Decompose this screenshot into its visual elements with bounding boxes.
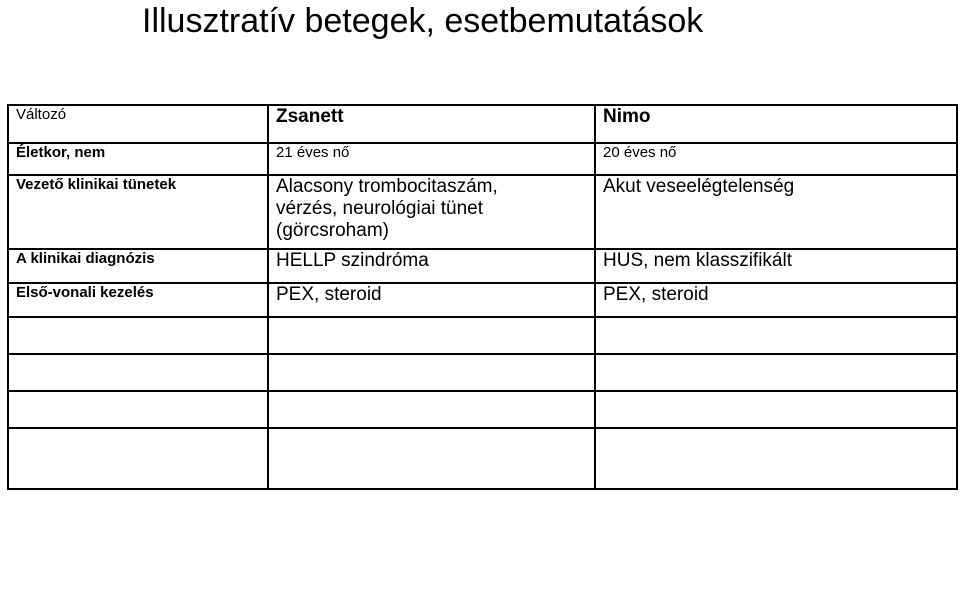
empty-row (8, 428, 957, 489)
empty-row (8, 354, 957, 391)
symptom-line: (görcsroham) (276, 220, 389, 241)
empty-cell (268, 354, 595, 391)
header-cell-nimo: Nimo (595, 105, 957, 143)
table-row (8, 249, 957, 283)
empty-cell (8, 428, 268, 489)
empty-cell (268, 317, 595, 354)
empty-cell (595, 317, 957, 354)
cell-nimo-symptoms: Akut veseelégtelenség (595, 175, 957, 249)
empty-cell (268, 428, 595, 489)
empty-cell (595, 428, 957, 489)
slide-title: Illusztratív betegek, esetbemutatások (142, 2, 704, 40)
cell-nimo-age-sex: 20 éves nő (595, 143, 957, 175)
cell-zsanett-diagnosis: HELLP szindróma (268, 249, 595, 283)
cell-zsanett-symptoms (268, 175, 595, 249)
empty-cell (268, 391, 595, 428)
empty-row (8, 317, 957, 354)
table-row (8, 143, 957, 175)
empty-cell (8, 391, 268, 428)
case-table (7, 104, 958, 490)
row-label-treatment: Első-vonali kezelés (8, 283, 268, 317)
table-row (8, 175, 957, 249)
cell-zsanett-age-sex: 21 éves nő (268, 143, 595, 175)
symptom-line: Alacsony trombocitaszám, (276, 176, 498, 197)
row-label-symptoms: Vezető klinikai tünetek (8, 175, 268, 249)
empty-cell (595, 391, 957, 428)
cell-zsanett-treatment: PEX, steroid (268, 283, 595, 317)
cell-nimo-treatment: PEX, steroid (595, 283, 957, 317)
table-header-row (8, 105, 957, 143)
empty-row (8, 391, 957, 428)
empty-cell (8, 317, 268, 354)
row-label-diagnosis: A klinikai diagnózis (8, 249, 268, 283)
cell-nimo-diagnosis: HUS, nem klasszifikált (595, 249, 957, 283)
header-cell-variable: Változó (8, 105, 268, 143)
header-cell-zsanett: Zsanett (268, 105, 595, 143)
table-row (8, 283, 957, 317)
empty-cell (595, 354, 957, 391)
symptom-line: vérzés, neurológiai tünet (276, 198, 484, 219)
row-label-age-sex: Életkor, nem (8, 143, 268, 175)
empty-cell (8, 354, 268, 391)
